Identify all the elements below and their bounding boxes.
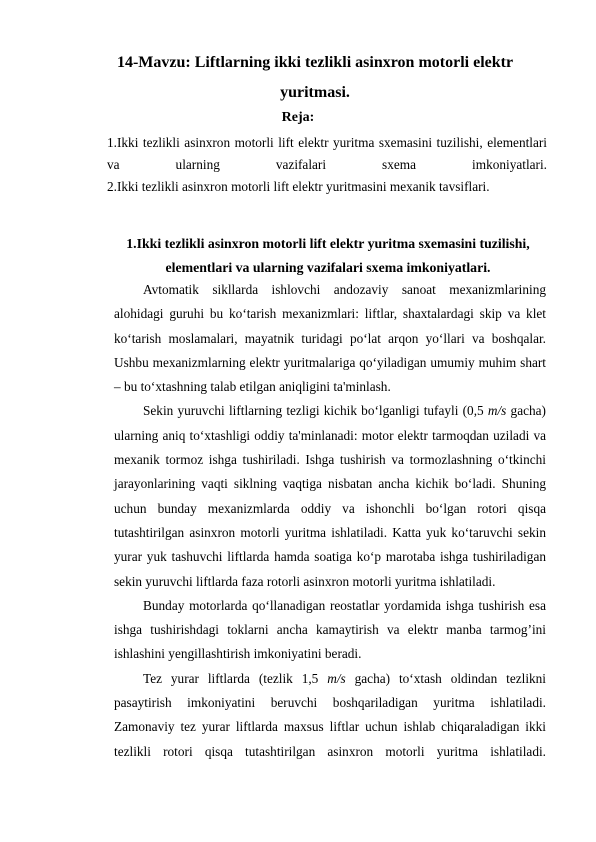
paragraph-4	[114, 667, 546, 764]
plan-item-1: 1.Ikki tezlikli asinxron motorli lift elektr yuritma sxemasini tuzilishi, elementlari va ularning vazifalari sxema imkoniyatlari.	[107, 135, 547, 172]
paragraph-2	[114, 399, 546, 593]
paragraph-4-part-b: gacha) to‘xtash oldindan tezlikni pasaytirish imkoniyatini beruvchi boshqariladigan yuritma ishlatiladi. Zamonaviy tez yurar liftlarda maxsus liftlar uchun ishlab chiqaraladigan ikki tezlikli rotori qisqa tutashtirilgan asinxron motorli yuritma ishlatiladi.	[114, 670, 546, 759]
body-text	[114, 278, 546, 764]
speed-unit: m/s	[487, 403, 507, 419]
paragraph-2-part-a: Sekin yuruvchi liftlarning tezligi kichik bo‘lganligi tufayli (0,5	[143, 403, 488, 419]
plan-item-2: 2.Ikki tezlikli asinxron motorli lift elektr yuritmasini mexanik tavsiflari.	[107, 179, 490, 194]
paragraph-1: Avtomatik sikllarda ishlovchi andozaviy sanoat mexanizmlarining alohidagi guruhi bu ko‘tarish mexanizmlari: liftlar, shaxtalardagi skip va klet ko‘tarish moslamalari, mayatnik turidagi po‘lat arqon yo‘llari va boshqalar. Ushbu mexanizmlarning elektr yuritmalariga qo‘yiladigan umumiy muhim shart – bu to‘xtashning talab etilgan aniqligini ta'minlash.	[114, 282, 546, 395]
speed-unit: m/s	[327, 670, 346, 686]
paragraph-4-part-a: Tez yurar liftlarda (tezlik 1,5	[143, 670, 328, 686]
plan-list	[107, 132, 547, 198]
section-heading: 1.Ikki tezlikli asinxron motorli lift elektr yuritma sxemasini tuzilishi, elementlari va ularning vazifalari sxema imkoniyatlari.	[126, 236, 530, 275]
page-title: 14-Mavzu: Liftlarning ikki tezlikli asinxron motorli elektr yuritmasi.	[116, 54, 514, 101]
plan-label: Reja:	[281, 110, 315, 125]
paragraph-3: Bunday motorlarda qo‘llanadigan reostatlar yordamida ishga tushirish esa ishga tushirishdagi toklarni ancha kamaytirish va elektr manba tarmog’ini ishlashini yengillashtirish imkoniyatini beradi.	[114, 597, 546, 662]
paragraph-2-part-b: gacha) ularning aniq to‘xtashligi oddiy ta'minlanadi: motor elektr tarmoqdan uziladi va mexanik tormoz ishga tushiriladi. Ishga tushirish va tormozlashning o‘tkinchi jarayonlarining vaqti siklning vaqtiga nisbatan ancha kichik bo‘ladi. Shuning uchun bunday mexanizmlarda oddiy va ishonchli bo‘lgan rotori qisqa tutashtirilgan asinxron motorli yuritma ishlatiladi. Katta yuk ko‘taruvchi sekin yurar yuk tashuvchi liftlarda hamda soatiga ko‘p marotaba ishga tushiriladigan sekin yuruvchi liftlarda faza rotorli asinxron motorli yuritma ishlatiladi.	[114, 403, 546, 589]
